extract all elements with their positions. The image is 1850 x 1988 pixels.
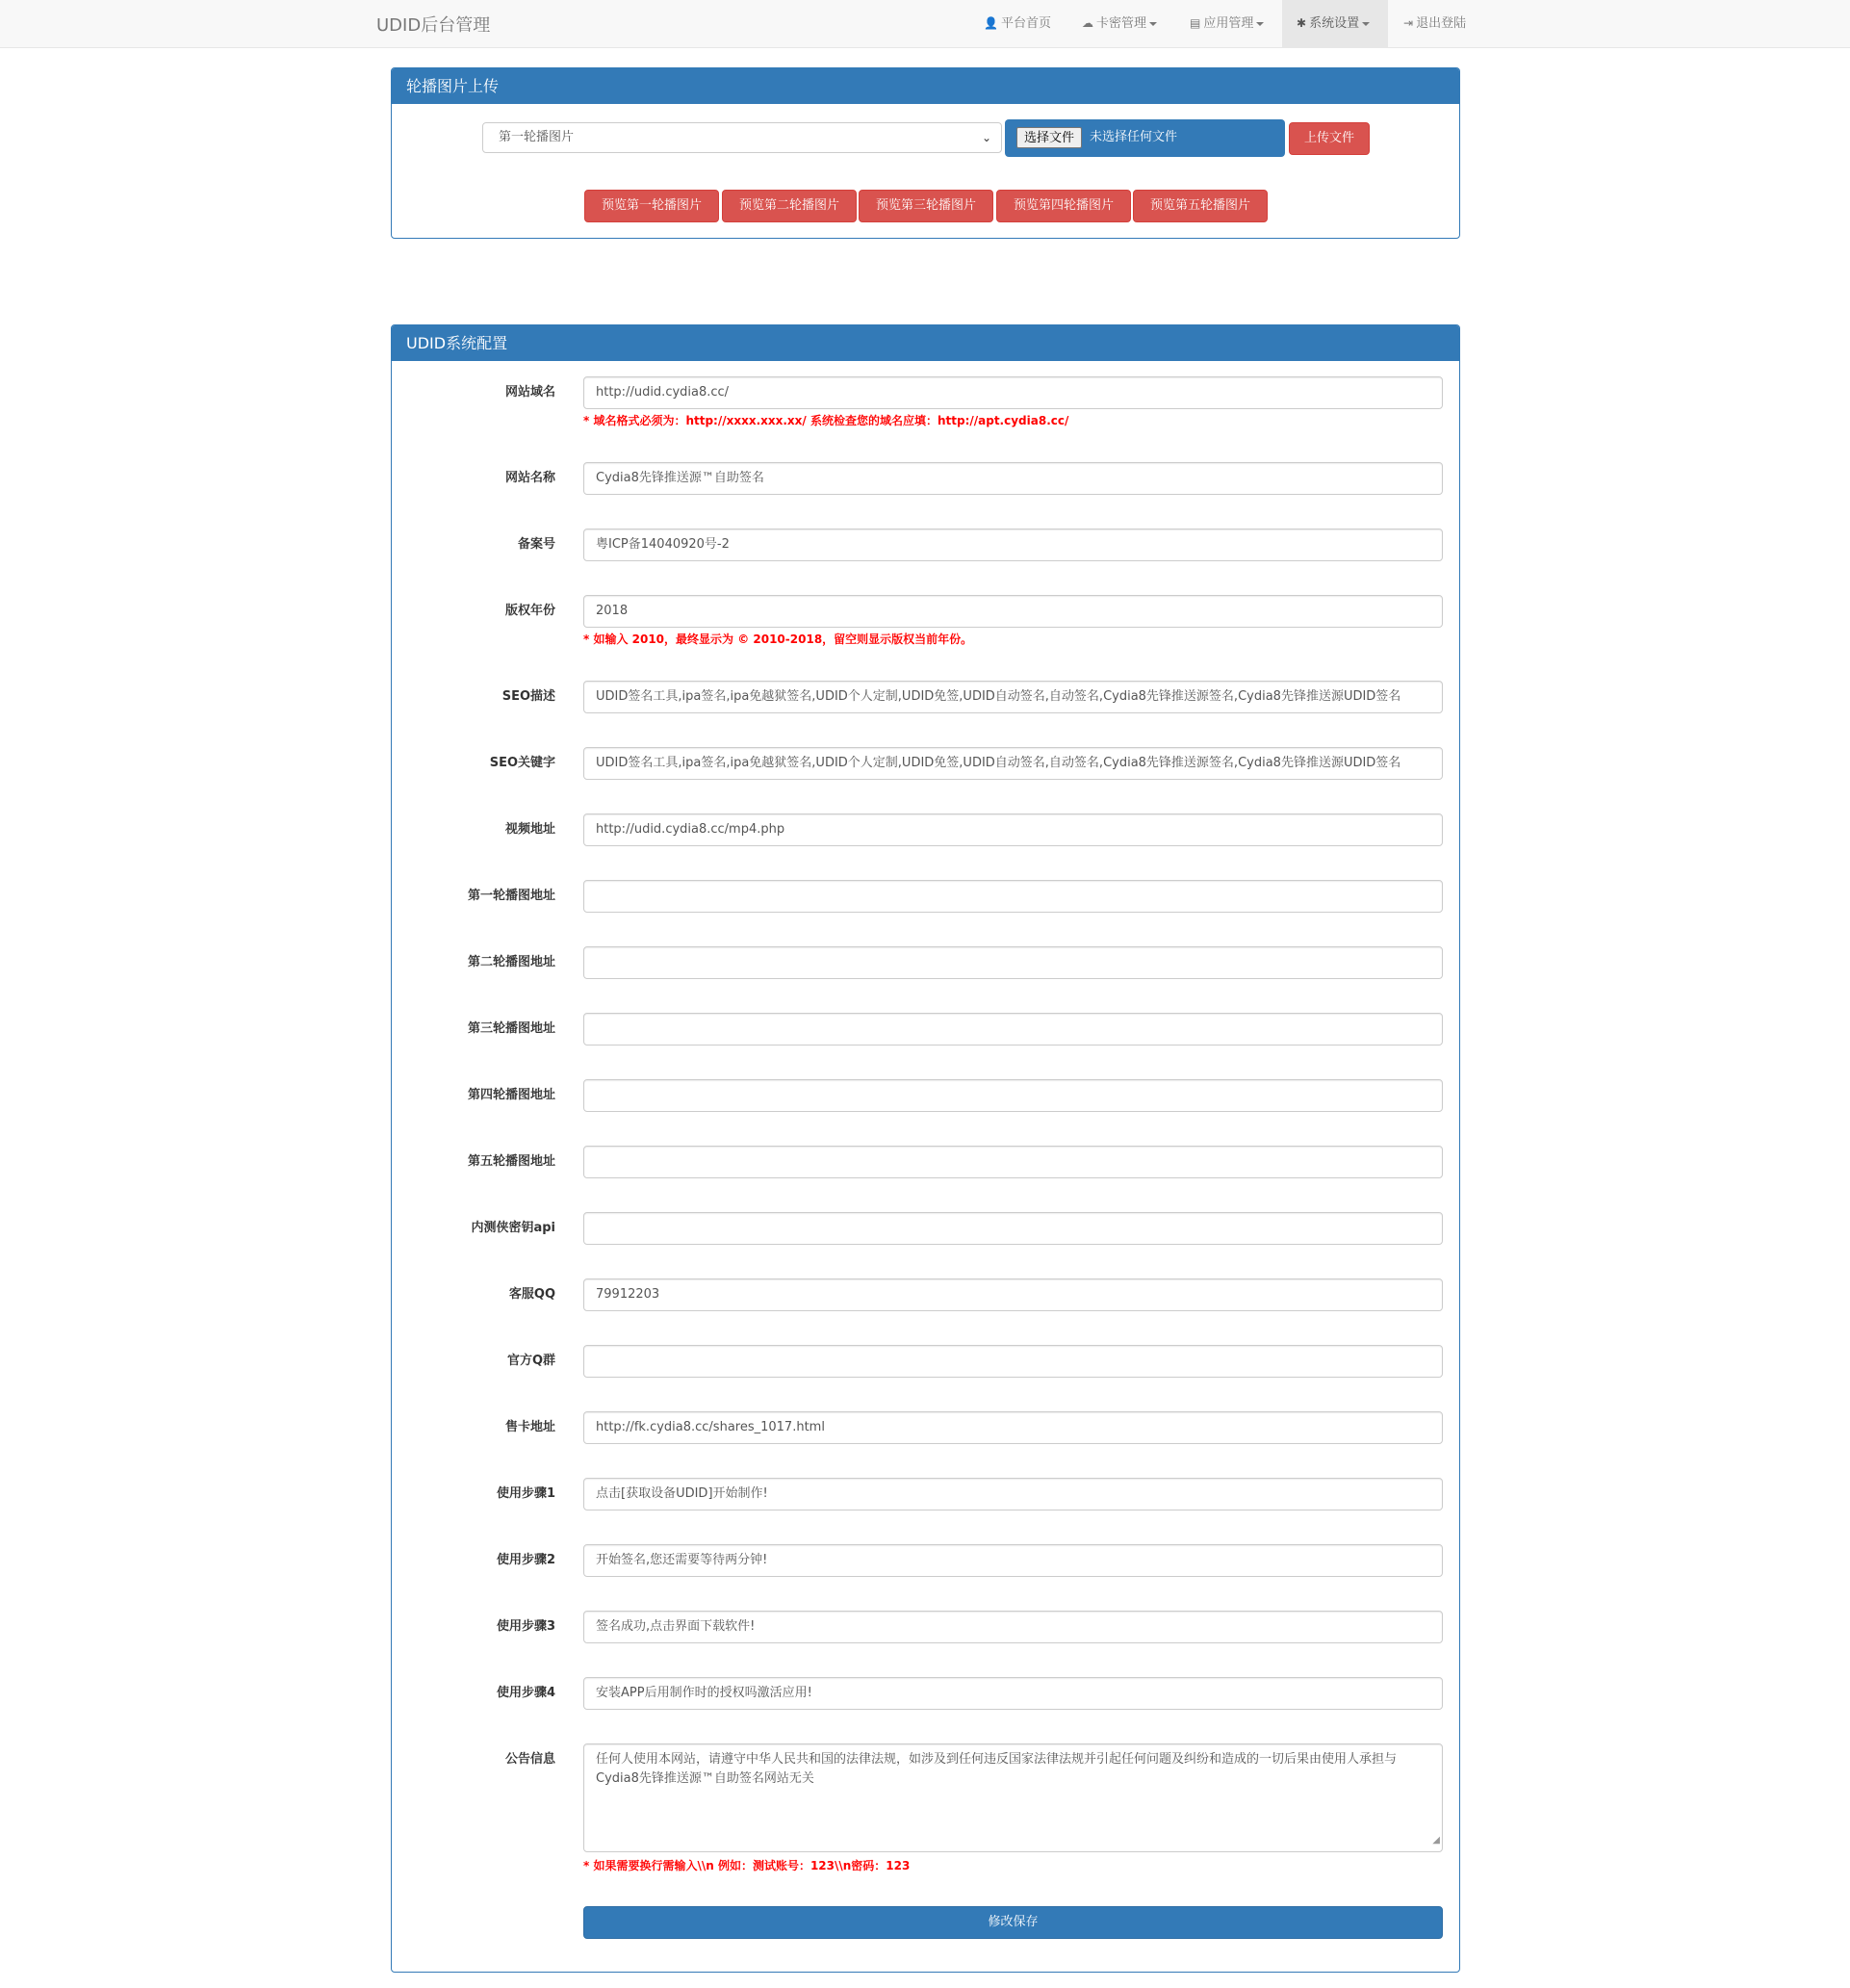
carousel-4-url-label: 第四轮播图地址 (467, 1088, 555, 1102)
icp-input[interactable]: 粤ICP备14040920号-2 (583, 529, 1443, 561)
carousel-3-url-label: 第三轮播图地址 (467, 1021, 555, 1036)
carousel-select[interactable] (482, 122, 1002, 153)
config-panel-title: UDID系统配置 (392, 325, 1459, 361)
step-4-input[interactable]: 安装APP后用制作时的授权吗激活应用! (583, 1677, 1443, 1710)
qq-group-label: 官方Q群 (506, 1354, 555, 1368)
carousel-2-url-input[interactable] (583, 946, 1443, 979)
nav-home-label: 平台首页 (1000, 16, 1051, 31)
step-2-label: 使用步骤2 (496, 1553, 555, 1567)
resize-grip-icon[interactable]: ◢ (1432, 1835, 1440, 1846)
user-icon: 👤 (984, 16, 998, 30)
site-name-input[interactable]: Cydia8先锋推送源™自助签名 (583, 462, 1443, 495)
file-picker[interactable] (1005, 119, 1285, 157)
choose-file-button[interactable]: 选择文件 (1016, 127, 1082, 148)
step-3-input[interactable]: 签名成功,点击界面下载软件! (583, 1611, 1443, 1643)
domain-help: * 域名格式必须为：http://xxxx.xxx.xx/ 系统检查您的域名应填：http://apt.cydia8.cc/ (583, 414, 1069, 427)
caret-down-icon (1149, 22, 1157, 26)
domain-label: 网站域名 (504, 385, 555, 400)
carousel-5-url-label: 第五轮播图地址 (467, 1154, 555, 1169)
seo-keywords-input[interactable]: UDID签名工具,ipa签名,ipa免越狱签名,UDID个人定制,UDID免签,UDID自动签名,自动签名,Cydia8先锋推送源签名,Cydia8先锋推送源UDID签名 (583, 747, 1443, 780)
card-shop-url-input[interactable]: http://fk.cydia8.cc/shares_1017.html (583, 1411, 1443, 1444)
file-status-text: 未选择任何文件 (1090, 130, 1178, 144)
nav-home[interactable] (977, 0, 1058, 47)
preview-carousel-4-button[interactable]: 预览第四轮播图片 (996, 190, 1131, 222)
video-url-label: 视频地址 (504, 822, 555, 837)
brand-title[interactable]: UDID后台管理 (376, 15, 491, 36)
carousel-select-value: 第一轮播图片 (499, 130, 575, 144)
card-shop-url-label: 售卡地址 (504, 1420, 555, 1434)
carousel-2-url-label: 第二轮播图地址 (467, 955, 555, 969)
nav-cards[interactable] (1075, 0, 1164, 47)
copyright-year-help: * 如输入 2010，最终显示为 © 2010-2018，留空则显示版权当前年份。 (583, 633, 973, 646)
nav-logout[interactable] (1397, 0, 1473, 47)
support-qq-label: 客服QQ (508, 1287, 555, 1302)
api-key-label: 内测侠密钥api (471, 1221, 555, 1235)
step-4-label: 使用步骤4 (496, 1686, 555, 1700)
book-icon: ▤ (1190, 16, 1201, 30)
nav-settings-label: 系统设置 (1309, 16, 1360, 31)
seo-description-input[interactable]: UDID签名工具,ipa签名,ipa免越狱签名,UDID个人定制,UDID免签,UDID自动签名,自动签名,Cydia8先锋推送源签名,Cydia8先锋推送源UDID签名 (583, 681, 1443, 713)
save-button[interactable]: 修改保存 (583, 1906, 1443, 1939)
carousel-3-url-input[interactable] (583, 1013, 1443, 1046)
nav-settings[interactable] (1282, 0, 1388, 47)
cloud-icon: ☁ (1082, 16, 1093, 30)
upload-file-button[interactable]: 上传文件 (1289, 122, 1370, 155)
notice-label: 公告信息 (504, 1752, 555, 1767)
nav-apps[interactable] (1183, 0, 1271, 47)
caret-down-icon (1256, 22, 1264, 26)
carousel-1-url-input[interactable] (583, 880, 1443, 913)
step-2-input[interactable]: 开始签名,您还需要等待两分钟! (583, 1544, 1443, 1577)
support-qq-input[interactable]: 79912203 (583, 1278, 1443, 1311)
notice-text: 任何人使用本网站，请遵守中华人民共和国的法律法规，如涉及到任何违反国家法律法规并引起任何问题及纠纷和造成的一切后果由使用人承担与Cydia8先锋推送源™自助签名网站无关 (596, 1752, 1398, 1786)
copyright-year-label: 版权年份 (504, 604, 555, 618)
chevron-down-icon: ⌄ (981, 131, 991, 144)
preview-carousel-5-button[interactable]: 预览第五轮播图片 (1133, 190, 1268, 222)
seo-description-label: SEO描述 (501, 689, 555, 704)
carousel-5-url-input[interactable] (583, 1146, 1443, 1178)
site-name-label: 网站名称 (504, 471, 555, 485)
seo-keywords-label: SEO关键字 (489, 756, 555, 770)
step-3-label: 使用步骤3 (496, 1619, 555, 1634)
step-1-input[interactable]: 点击[获取设备UDID]开始制作! (583, 1478, 1443, 1510)
carousel-1-url-label: 第一轮播图地址 (467, 889, 555, 903)
copyright-year-input[interactable]: 2018 (583, 595, 1443, 628)
caret-down-icon (1362, 22, 1370, 26)
nav-apps-label: 应用管理 (1203, 16, 1254, 31)
preview-carousel-3-button[interactable]: 预览第三轮播图片 (859, 190, 993, 222)
gear-icon: ✱ (1297, 16, 1307, 30)
domain-input[interactable]: http://udid.cydia8.cc/ (583, 376, 1443, 409)
preview-carousel-1-button[interactable]: 预览第一轮播图片 (584, 190, 719, 222)
preview-carousel-2-button[interactable]: 预览第二轮播图片 (722, 190, 857, 222)
nav-logout-label: 退出登陆 (1416, 16, 1467, 31)
top-navbar (0, 0, 1850, 48)
api-key-input[interactable] (583, 1212, 1443, 1245)
step-1-label: 使用步骤1 (496, 1486, 555, 1501)
logout-icon: ⇥ (1403, 16, 1414, 30)
notice-textarea[interactable] (583, 1743, 1443, 1852)
qq-group-input[interactable] (583, 1345, 1443, 1378)
carousel-4-url-input[interactable] (583, 1079, 1443, 1112)
notice-help: * 如果需要换行需输入\\n 例如：测试账号：123\\n密码：123 (583, 1859, 911, 1872)
icp-label: 备案号 (517, 537, 555, 552)
nav-cards-label: 卡密管理 (1096, 16, 1147, 31)
upload-panel-title: 轮播图片上传 (392, 68, 1459, 104)
video-url-input[interactable]: http://udid.cydia8.cc/mp4.php (583, 813, 1443, 846)
